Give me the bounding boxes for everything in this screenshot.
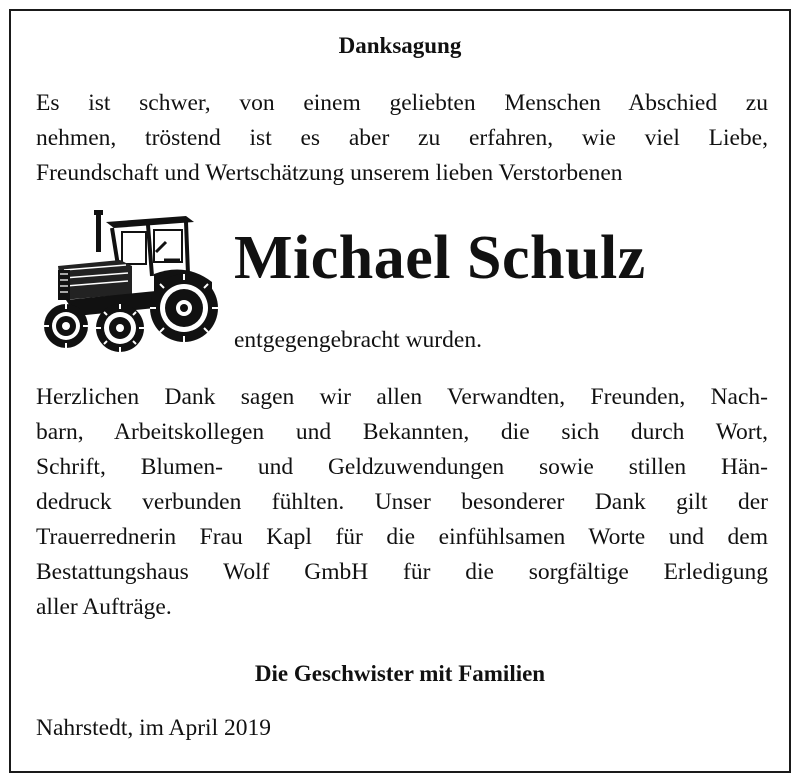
intro-paragraph [36,86,768,191]
intro-line: Es ist schwer, von einem geliebten Menschen Abschied zu [36,90,768,116]
signature: Die Geschwister mit Familien [254,661,546,686]
received-text: entgegengebracht wurden. [234,327,482,353]
thanks-line: dedruck verbunden fühlten. Unser besonderer Dank gilt der [36,489,768,515]
thanks-line: aller Aufträge. [36,594,172,620]
deceased-name: Michael Schulz [234,224,646,292]
tractor-illustration [36,208,218,358]
thanks-line: barn, Arbeitskollegen und Bekannten, die sich durch Wort, [36,419,768,445]
thanks-line: Bestattungshaus Wolf GmbH für die sorgfältige Erledigung [36,559,768,585]
thanks-line: Trauerrednerin Frau Kapl für die einfühlsamen Worte und dem [36,524,768,550]
thanks-line: Schrift, Blumen- und Geldzuwendungen sowie stillen Hän- [36,454,768,480]
thanks-line: Herzlichen Dank sagen wir allen Verwandten, Freunden, Nach- [36,384,768,410]
thanks-paragraph [36,380,768,625]
intro-line: Freundschaft und Wertschätzung unserem lieben Verstorbenen [36,160,623,186]
intro-line: nehmen, tröstend ist es aber zu erfahren, wie viel Liebe, [36,125,768,151]
notice-heading: Danksagung [338,33,462,58]
place-date: Nahrstedt, im April 2019 [36,715,271,741]
